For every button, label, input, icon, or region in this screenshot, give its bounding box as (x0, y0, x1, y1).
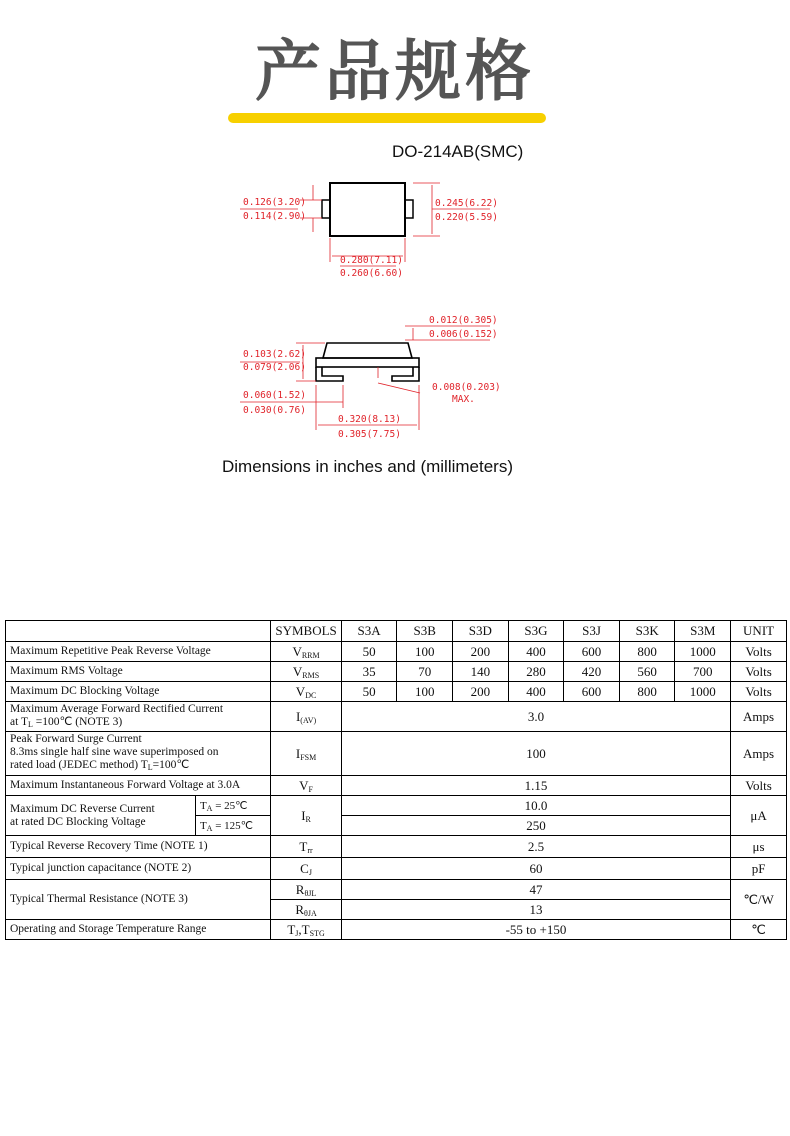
part-header: S3K (619, 621, 675, 642)
part-header: S3B (397, 621, 453, 642)
symbols-header: SYMBOLS (271, 621, 341, 642)
dim-side-length-max: 0.320(8.13) (338, 414, 401, 425)
table-row-iav: Maximum Average Forward Rectified Current at $T_L$ =100℃ (NOTE 3) $I_{(AV)}$ 3.0 Amps (6, 702, 787, 732)
page-title: 产品规格 (255, 33, 535, 110)
table-row-rth-2: $R_{\theta JA}$ 13 (6, 900, 787, 920)
table-row-ir-2: $T_A$ = 125℃ 250 (6, 816, 787, 836)
table-row-vf: Maximum Instantaneous Forward Voltage at 3.0A $V_F$ 1.15 Volts (6, 776, 787, 796)
table-row-tj: Operating and Storage Temperature Range $T_J,T_{STG}$ -55 to +150 ℃ (6, 920, 787, 940)
table-row-trr: Typical Reverse Recovery Time (NOTE 1) $T_{rr}$ 2.5 μs (6, 836, 787, 858)
dim-top-width-min: 0.260(6.60) (340, 268, 403, 279)
top-view (322, 183, 413, 236)
dim-side-standoff: 0.008(0.203) (432, 382, 501, 393)
part-header: S3M (675, 621, 731, 642)
dim-top-width-max: 0.280(7.11) (340, 255, 403, 266)
side-view (316, 343, 419, 381)
unit-header: UNIT (731, 621, 787, 642)
dim-side-lead-min: 0.030(0.76) (243, 405, 306, 416)
part-header: S3G (508, 621, 564, 642)
dim-side-length-min: 0.305(7.75) (338, 429, 401, 440)
package-drawing (0, 0, 790, 450)
dim-side-height-max: 0.103(2.62) (243, 349, 306, 360)
dim-top-body-max: 0.245(6.22) (435, 198, 498, 209)
part-header: S3J (564, 621, 620, 642)
dim-top-height-min: 0.114(2.90) (243, 211, 306, 222)
package-name: DO-214AB(SMC) (392, 142, 524, 161)
dim-top-height-max: 0.126(3.20) (243, 197, 306, 208)
table-row-ifsm: Peak Forward Surge Current 8.3ms single half sine wave superimposed on rated load (JEDEC method) $T_L=100℃$ $I_{FSM}$ 100 Amps (6, 732, 787, 776)
part-header: S3D (453, 621, 509, 642)
spec-table (5, 620, 787, 940)
table-row-cj: Typical junction capacitance (NOTE 2) $C_J$ 60 pF (6, 858, 787, 880)
table-row-ir-1: Maximum DC Reverse Current at rated DC Blocking Voltage $T_A$ = 25℃ $I_R$ 10.0 μA (6, 796, 787, 816)
table-row-vrrm: Maximum Repetitive Peak Reverse Voltage $V_{RRM}$ 50 100 200 400 600 800 1000 Volts (6, 642, 787, 662)
dim-side-lead-max: 0.060(1.52) (243, 390, 306, 401)
table-row-rth-1: Typical Thermal Resistance (NOTE 3) $R_{\theta JL}$ 47 ℃/W (6, 880, 787, 900)
part-header: S3A (341, 621, 397, 642)
dim-side-lead-thickness-min: 0.006(0.152) (429, 329, 498, 340)
dim-top-body-min: 0.220(5.59) (435, 212, 498, 223)
dim-side-lead-thickness-max: 0.012(0.305) (429, 315, 498, 326)
dimensions-caption: Dimensions in inches and (millimeters) (222, 457, 513, 476)
dim-side-height-min: 0.079(2.06) (243, 362, 306, 373)
table-row-vdc: Maximum DC Blocking Voltage $V_{DC}$ 50 100 200 400 600 800 1000 Volts (6, 682, 787, 702)
table-header-row (6, 621, 787, 642)
table-row-vrms: Maximum RMS Voltage $V_{RMS}$ 35 70 140 280 420 560 700 Volts (6, 662, 787, 682)
dim-side-standoff-note: MAX. (452, 394, 475, 405)
top-view-dimension-lines (240, 183, 490, 266)
